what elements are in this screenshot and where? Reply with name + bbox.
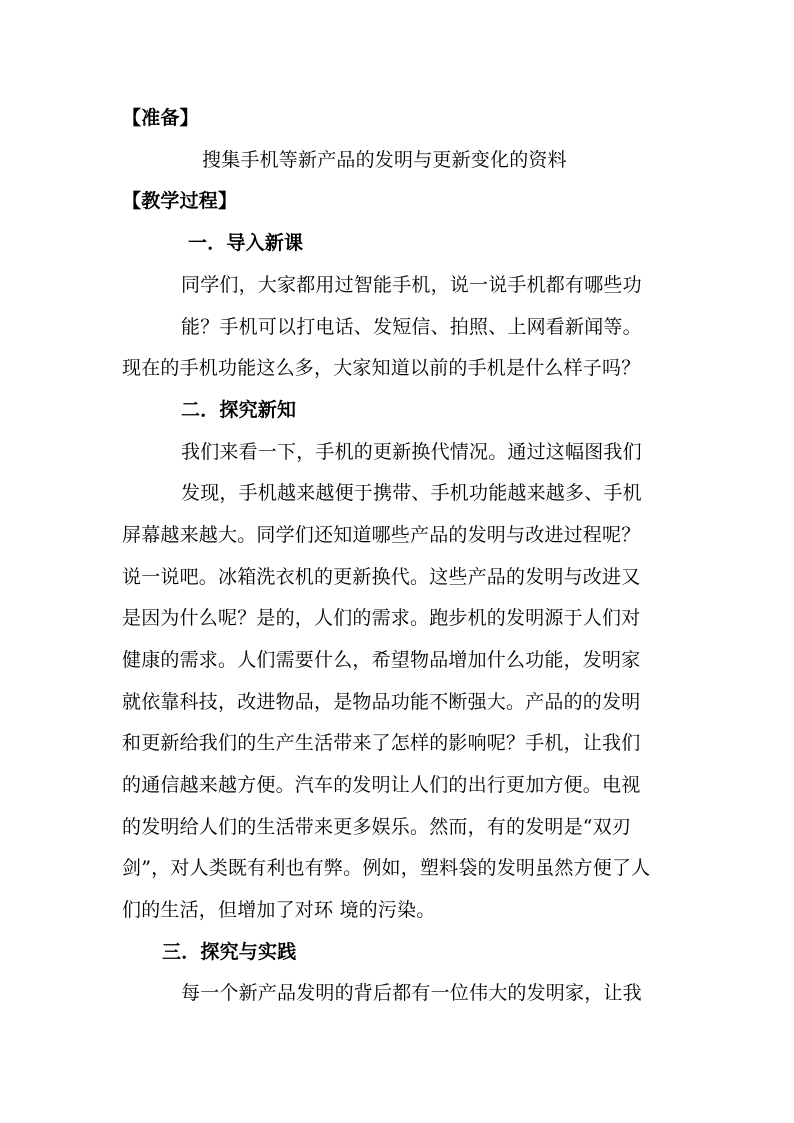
section-2-heading: 二．探究新知 [181,399,297,421]
section-2-line-6: 健康的需求。人们需要什么，希望物品增加什么功能，发明家 [122,649,641,671]
section-3-heading: 三．探究与实践 [162,941,297,963]
section-2-line-9: 的通信越来越方便。汽车的发明让人们的出行更加方便。电视 [122,774,641,796]
section-2-line-3: 屏幕越来越大。同学们还知道哪些产品的发明与改进过程呢？ [122,524,641,546]
section-2-line-8: 和更新给我们的生产生活带来了怎样的影响呢？手机，让我们 [122,732,641,754]
section-2-line-2: 发现，手机越来越便于携带、手机功能越来越多、手机 [181,482,642,504]
section-1-line-1: 同学们，大家都用过智能手机，说一说手机都有哪些功 [181,274,642,296]
prep-heading: 【准备】 [122,107,199,129]
section-2-line-10: 的发明给人们的生活带来更多娱乐。然而，有的发明是“双刃 [122,816,632,838]
section-1-line-2: 能？手机可以打电话、发短信、拍照、上网看新闻等。 [181,316,642,338]
section-2-line-5: 是因为什么呢？是的，人们的需求。跑步机的发明源于人们对 [122,607,641,629]
prep-text: 搜集手机等新产品的发明与更新变化的资料 [202,149,567,171]
section-2-line-11: 剑”，对人类既有利也有弊。例如，塑料袋的发明虽然方便了人 [122,857,651,879]
process-heading: 【教学过程】 [122,190,238,212]
section-1-line-3: 现在的手机功能这么多，大家知道以前的手机是什么样子吗？ [122,357,641,379]
section-1-heading: 一．导入新课 [188,232,304,254]
section-2-line-4: 说一说吧。冰箱洗衣机的更新换代。这些产品的发明与改进又 [122,566,641,588]
section-2-line-12: 们的生活，但增加了对环 境的污染。 [122,899,436,921]
section-2-line-1: 我们来看一下，手机的更新换代情况。通过这幅图我们 [181,441,642,463]
section-2-line-7: 就依靠科技，改进物品，是物品功能不断强大。产品的的发明 [122,691,641,713]
section-3-line-1: 每一个新产品发明的背后都有一位伟大的发明家，让我 [181,982,642,1004]
